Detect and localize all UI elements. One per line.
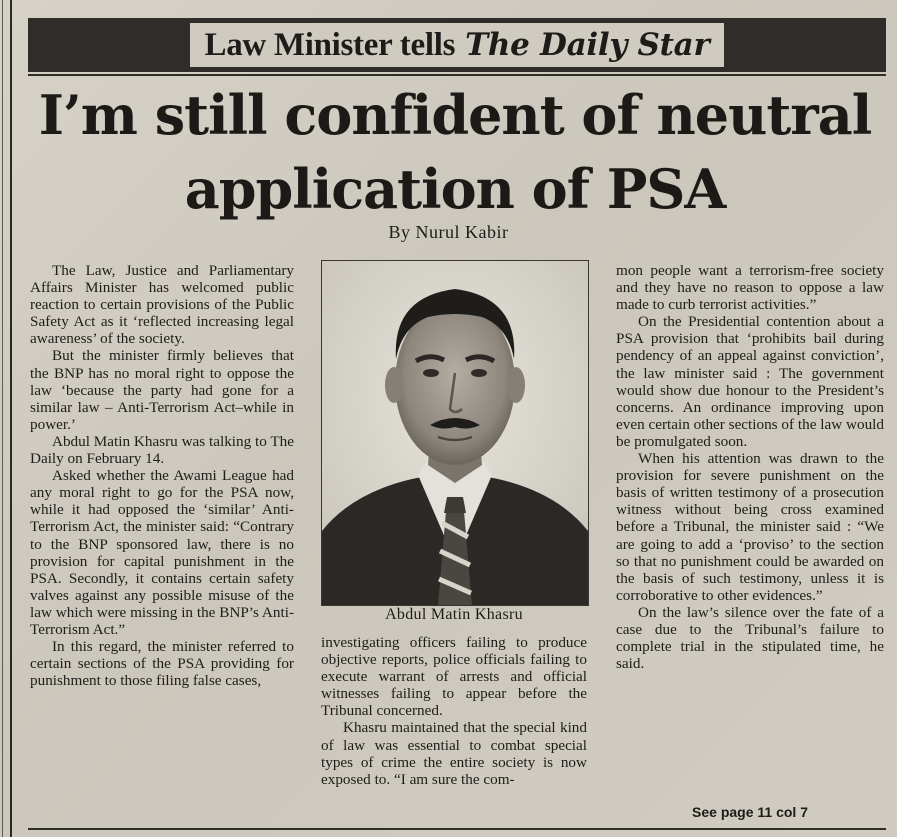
column-rule (10, 0, 12, 837)
article-column-1 (30, 262, 294, 689)
paragraph: Khasru maintained that the special kind of law was essential to combat special types of crime the entire society is now exposed to. “I am sure the com- (321, 719, 587, 788)
headline-line-1: I’m still confident of neutral (38, 83, 872, 147)
paragraph: When his attention was drawn to the provision for severe punishment on the basis of written testimony of a prosecution witness without being cross examined before a Tribunal, the minister said : “We are going to add a ‘proviso’ to the section so that no punishment could be awarded on the basis of such testimony, unless it is corroborative to other evidences.” (616, 450, 884, 604)
masthead-logo: The Daily Star (465, 27, 710, 63)
photo-caption: Abdul Matin Khasru (385, 606, 523, 623)
paragraph: Abdul Matin Khasru was talking to The Daily on February 14. (30, 432, 294, 468)
kicker-text: Law Minister tells (204, 26, 456, 63)
paragraph: The Law, Justice and Parliamentary Affairs Minister has welcomed public reaction to certain provisions of the Public Safety Act as it ‘reflected increasing legal awareness’ of the society. (30, 262, 294, 348)
kicker-bar (28, 18, 886, 72)
headline-line-2: application of PSA (184, 157, 726, 221)
paragraph: On the Presidential contention about a PSA provision that ‘prohibits bail during pendency of an appeal against conviction’, the law minister said : The government would show due honour to the President’s concerns. An ordinance improving upon even certain other sections of the law would be promulgated soon. (616, 313, 884, 450)
portrait-photo (321, 260, 589, 606)
portrait-image (322, 261, 588, 605)
article-column-2 (321, 634, 587, 788)
paragraph: mon people want a terrorism-free society and they have no reason to oppose a law made to curb terrorist activities.” (616, 262, 884, 314)
article-column-3 (616, 262, 884, 672)
bottom-rule (28, 828, 886, 830)
paragraph: In this regard, the minister referred to certain sections of the PSA providing for punishment to those filing false cases, (30, 638, 294, 690)
paragraph: On the law’s silence over the fate of a case due to the Tribunal’s failure to complete trial in the stipulated time, he said. (616, 603, 884, 673)
byline: By Nurul Kabir (388, 222, 509, 242)
edge-rule (2, 0, 3, 837)
paragraph: investigating officers failing to produce objective reports, police officials failing to execute warrant of arrests and official witnesses failing to appear before the Tribunal concerned. (321, 634, 587, 720)
paragraph: But the minister firmly believes that the BNP has no moral right to oppose the law ‘because the party had gone for a similar law – Anti-Terrorism Act–while in power.’ (30, 347, 294, 433)
continuation-note: See page 11 col 7 (692, 804, 808, 820)
kicker (190, 23, 723, 67)
headline (20, 78, 890, 226)
paragraph: Asked whether the Awami League had any moral right to go for the PSA now, while it had opposed the ‘similar’ Anti-Terrorism Act, the minister said: “Contrary to the BNP sponsored law, there is no provision for capital punishment in the PSA. Secondly, it contains certain safety valves against any possible misuse of the law which were missing in the BNP’s Anti-Terrorism Act.” (30, 467, 294, 638)
